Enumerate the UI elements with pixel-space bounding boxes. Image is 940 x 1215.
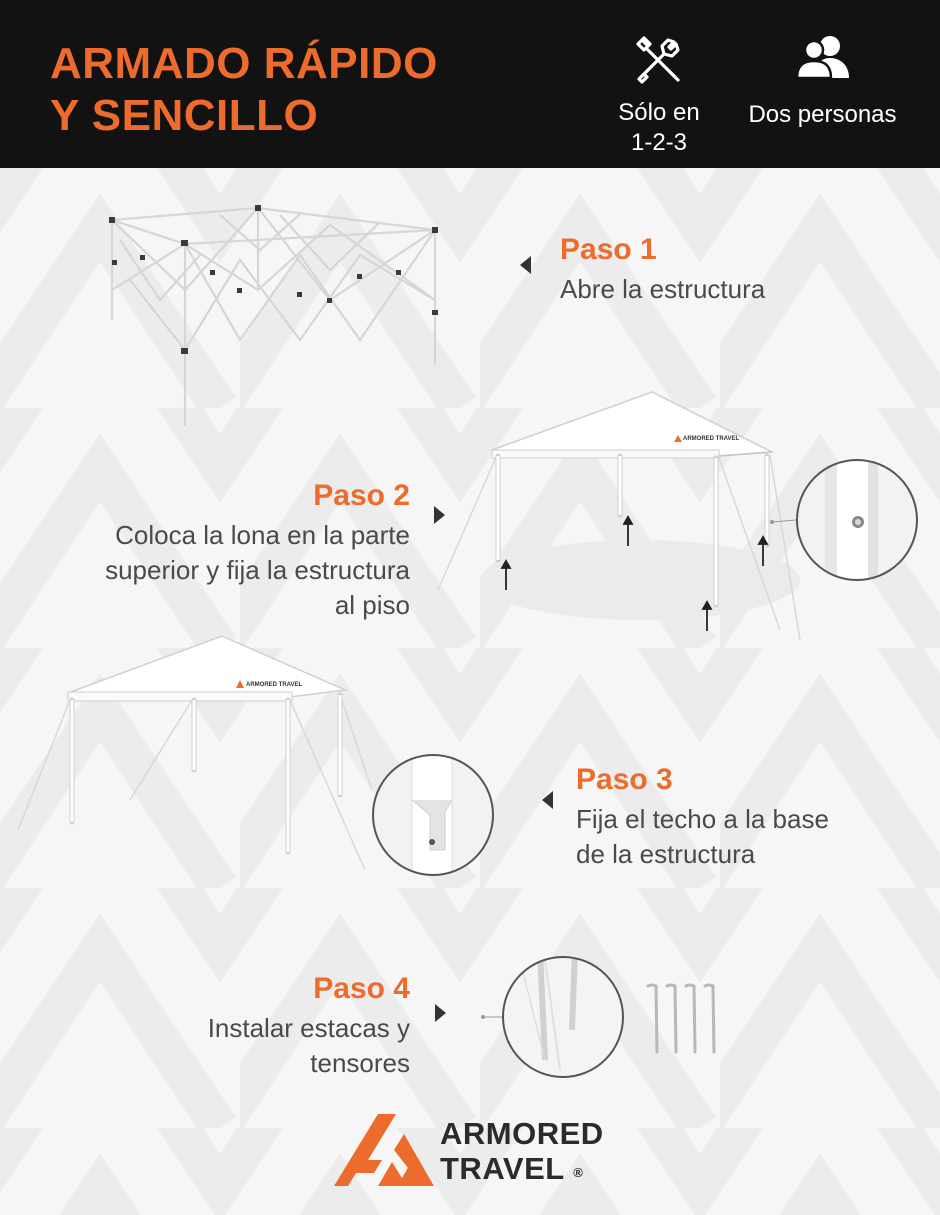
pointer-right-icon bbox=[434, 1004, 446, 1022]
step1-desc: Abre la estructura bbox=[560, 274, 766, 304]
feature-label-1b: 1-2-3 bbox=[630, 129, 688, 156]
brand-line-2: TRAVEL bbox=[440, 1151, 565, 1186]
step4-desc-line1: Instalar estacas y bbox=[207, 1013, 410, 1043]
feature-label-1a: Sólo en bbox=[618, 99, 700, 126]
feature-label-2: Dos personas bbox=[748, 101, 897, 128]
step2-desc-line1: Coloca la lona en la parte bbox=[115, 520, 410, 550]
step4-title: Paso 4 bbox=[313, 972, 410, 1005]
step3-desc-line1: Fija el techo a la base bbox=[576, 804, 829, 834]
step4-desc-line2: tensores bbox=[310, 1048, 410, 1078]
title-line-2: Y SENCILLO bbox=[50, 91, 319, 140]
brand-wordmark bbox=[440, 1116, 604, 1186]
step2-desc-line3: al piso bbox=[334, 590, 410, 620]
step1-title: Paso 1 bbox=[560, 233, 657, 266]
brand-line-1: ARMORED bbox=[440, 1116, 604, 1151]
title-line-1: ARMADO RÁPIDO bbox=[50, 39, 438, 88]
step2-title: Paso 2 bbox=[313, 479, 410, 512]
registered-mark: ® bbox=[573, 1165, 584, 1180]
step3-desc-line2: de la estructura bbox=[576, 839, 756, 869]
step3-title: Paso 3 bbox=[576, 763, 673, 796]
canopy-brand-label: ARMORED TRAVEL bbox=[683, 436, 740, 442]
step2-desc-line2: superior y fija la estructura bbox=[105, 555, 410, 585]
canopy-brand-label: ARMORED TRAVEL bbox=[246, 682, 303, 688]
